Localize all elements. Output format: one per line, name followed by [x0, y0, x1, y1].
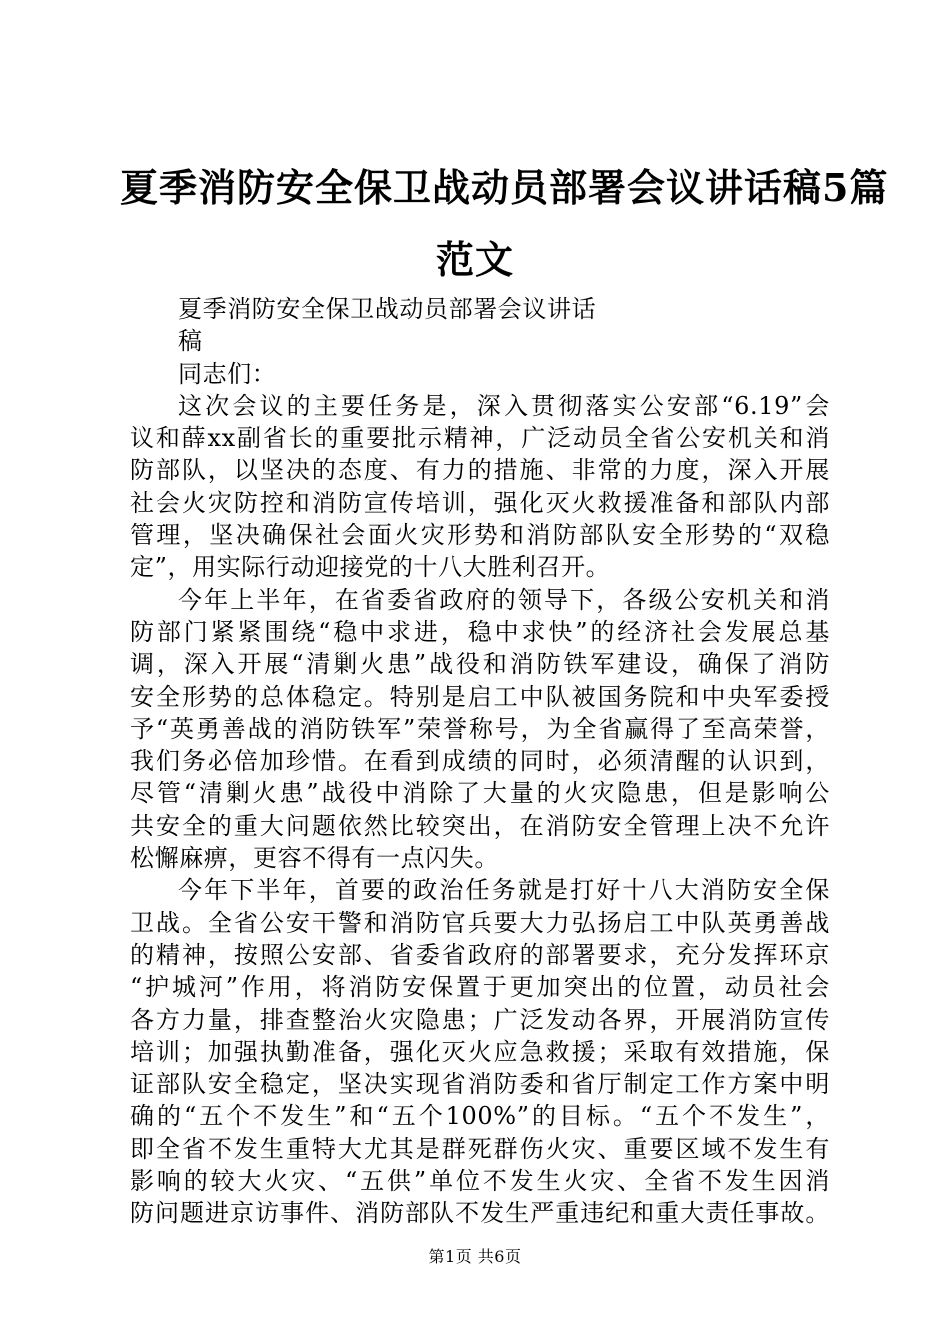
paragraph-line: 社会火灾防控和消防宣传培训，强化灭火救援准备和部队内部 — [130, 488, 830, 517]
paragraph-line: 予“英勇善战的消防铁军”荣誉称号，为全省赢得了至高荣誉， — [130, 714, 830, 743]
paragraph-line: 我们务必倍加珍惜。在看到成绩的同时，必须清醒的认识到， — [130, 747, 830, 776]
paragraph-line: 即全省不发生重特大尤其是群死群伤火灾、重要区域不发生有 — [130, 1134, 830, 1163]
paragraph-line: 防部队，以坚决的态度、有力的措施、非常的力度，深入开展 — [130, 456, 830, 485]
document-title — [120, 152, 889, 296]
paragraph-line: 今年上半年，在省委省政府的领导下，各级公安机关和消 — [178, 585, 830, 614]
paragraph-3 — [130, 874, 830, 1229]
paragraph-line: 议和薛xx副省长的重要批示精神，广泛动员全省公安机关和消 — [130, 424, 830, 453]
paragraph-line: 证部队安全稳定，坚决实现省消防委和省厅制定工作方案中明 — [130, 1070, 830, 1099]
title-line-2: 范文 — [435, 237, 514, 282]
paragraph-line: 松懈麻痹，更容不得有一点闪失。 — [130, 844, 499, 873]
paragraph-line: 管理，坚决确保社会面火灾形势和消防部队安全形势的“双稳 — [130, 521, 830, 550]
paragraph-line: “护城河”作用，将消防安保置于更加突出的位置，动员社会 — [130, 973, 830, 1002]
document-body — [130, 293, 830, 1230]
title-line-1: 夏季消防安全保卫战动员部署会议讲话稿5篇 — [120, 165, 889, 210]
paragraph-line: 定”，用实际行动迎接党的十八大胜利召开。 — [130, 553, 611, 582]
paragraph-line: 确的“五个不发生”和“五个100%”的目标。“五个不发生”， — [130, 1102, 830, 1131]
paragraph-line: 防问题进京访事件、消防部队不发生严重违纪和重大责任事故。 — [130, 1199, 830, 1228]
paragraph-line: 各方力量，排查整治火灾隐患；广泛发动各界，开展消防宣传 — [130, 1005, 830, 1034]
paragraph-line: 尽管“清剿火患”战役中消除了大量的火灾隐患，但是影响公 — [130, 779, 830, 808]
paragraph-1 — [130, 390, 830, 584]
page-number: 第1页 共6页 — [428, 1247, 522, 1266]
paragraph-line: 卫战。全省公安干警和消防官兵要大力弘扬启工中队英勇善战 — [130, 908, 830, 937]
paragraph-line: 的精神，按照公安部、省委省政府的部署要求，充分发挥环京 — [130, 940, 830, 969]
paragraph-line: 防部门紧紧围绕“稳中求进，稳中求快”的经济社会发展总基 — [130, 617, 830, 646]
page-footer — [0, 1247, 950, 1267]
paragraph-line: 影响的较大火灾、“五供”单位不发生火灾、全省不发生因消 — [130, 1167, 830, 1196]
paragraph-line: 安全形势的总体稳定。特别是启工中队被国务院和中央军委授 — [130, 682, 830, 711]
paragraph-line: 调，深入开展“清剿火患”战役和消防铁军建设，确保了消防 — [130, 650, 830, 679]
subtitle-line-1: 夏季消防安全保卫战动员部署会议讲话 — [178, 295, 597, 323]
subtitle-line-2: 稿 — [178, 327, 203, 356]
paragraph-line: 今年下半年，首要的政治任务就是打好十八大消防安全保 — [178, 876, 830, 905]
paragraph-line: 共安全的重大问题依然比较突出，在消防安全管理上决不允许 — [130, 811, 830, 840]
paragraph-line: 培训；加强执勤准备，强化灭火应急救援；采取有效措施，保 — [130, 1037, 830, 1066]
paragraph-line: 这次会议的主要任务是，深入贯彻落实公安部“6.19”会 — [178, 391, 830, 420]
paragraph-2 — [130, 584, 830, 875]
salutation: 同志们： — [178, 359, 277, 388]
